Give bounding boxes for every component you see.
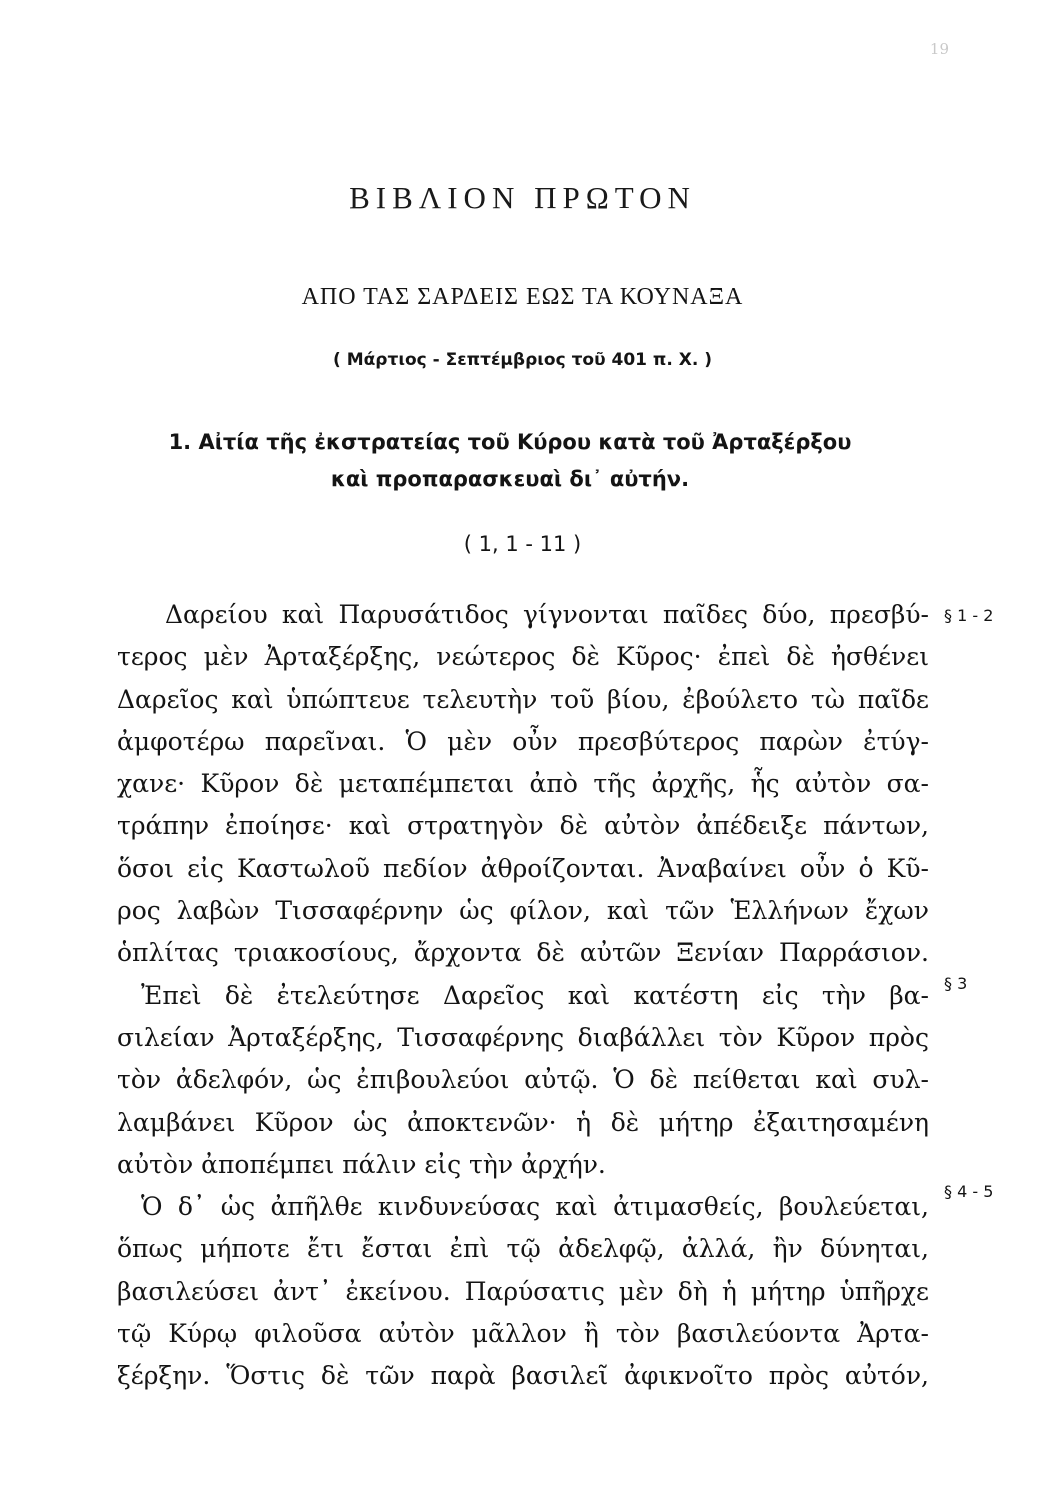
body-line: χανε· Κῦρον δὲ μεταπέμπεται ἀπὸ τῆς ἀρχῆς, ἧς αὐτὸν σα- <box>117 769 929 799</box>
body-line: τῷ Κύρῳ φιλοῦσα αὐτὸν μᾶλλον ἢ τὸν βασιλεύοντα Ἀρτα- <box>117 1319 929 1349</box>
margin-section-ref: § 4 - 5 <box>944 1182 994 1201</box>
book-title: ΒΙΒΛΙΟΝ ΠΡΩΤΟΝ <box>349 180 696 215</box>
body-line: τερος μὲν Ἀρταξέρξης, νεώτερος δὲ Κῦρος· ἐπεὶ δὲ ἠσθένει <box>117 642 929 672</box>
date-range: ( Μάρτιος - Σεπτέμβριος τοῦ 401 π. Χ. ) <box>333 350 712 370</box>
page-number-bleed: 19 <box>929 40 949 58</box>
body-line: Ἐπεὶ δὲ ἐτελεύτησε Δαρεῖος καὶ κατέστη εἰς τὴν βα- <box>141 980 929 1010</box>
body-line: Δαρεῖος καὶ ὑπώπτευε τελευτὴν τοῦ βίου, ἐβούλετο τὼ παῖδε <box>117 684 929 714</box>
body-line: βασιλεύσει ἀντ᾿ ἐκείνου. Παρύσατις μὲν δὴ ἡ μήτηρ ὑπῆρχε <box>117 1276 929 1306</box>
body-text <box>117 594 929 1398</box>
body-line: λαμβάνει Κῦρον ὡς ἀποκτενῶν· ἡ δὲ μήτηρ ἐξαιτησαμένη <box>117 1107 929 1137</box>
book-subtitle: ΑΠΟ ΤΑΣ ΣΑΡΔΕΙΣ ΕΩΣ ΤΑ ΚΟΥΝΑΞΑ <box>301 284 744 310</box>
body-line: ἀμφοτέρω παρεῖναι. Ὁ μὲν οὖν πρεσβύτερος παρὼν ἐτύγ- <box>117 726 929 756</box>
body-line: ξέρξην. Ὅστις δὲ τῶν παρὰ βασιλεῖ ἀφικνοῖτο πρὸς αὐτόν, <box>117 1361 929 1391</box>
body-line: αὐτὸν ἀποπέμπει πάλιν εἰς τὴν ἀρχήν. <box>117 1149 606 1179</box>
body-line: τράπην ἐποίησε· καὶ στρατηγὸν δὲ αὐτὸν ἀπέδειξε πάντων, <box>117 811 929 841</box>
body-line: ὁπλίτας τριακοσίους, ἄρχοντα δὲ αὐτῶν Ξενίαν Παρράσιον. <box>117 938 929 968</box>
chapter-heading-line-2: καὶ προπαρασκευαὶ δι᾿ αὐτήν. <box>330 467 690 491</box>
body-line: ρος λαβὼν Τισσαφέρνην ὡς φίλον, καὶ τῶν Ἑλλήνων ἔχων <box>117 896 929 926</box>
body-line: ὅσοι εἰς Καστωλοῦ πεδίον ἀθροίζονται. Ἀναβαίνει οὖν ὁ Κῦ- <box>117 853 929 883</box>
body-line: ὅπως μήποτε ἔτι ἔσται ἐπὶ τῷ ἀδελφῷ, ἀλλά, ἢν δύνηται, <box>117 1234 929 1264</box>
body-line: Ὁ δ᾿ ὡς ἀπῆλθε κινδυνεύσας καὶ ἀτιμασθείς, βουλεύεται, <box>141 1192 929 1222</box>
chapter-heading-line-1: 1. Αἰτία τῆς ἐκστρατείας τοῦ Κύρου κατὰ τοῦ Ἀρταξέρξου <box>168 430 852 454</box>
margin-section-ref: § 1 - 2 <box>944 606 994 625</box>
body-line: σιλείαν Ἀρταξέρξης, Τισσαφέρνης διαβάλλει τὸν Κῦρον πρὸς <box>117 1022 929 1052</box>
body-line: τὸν ἀδελφόν, ὡς ἐπιβουλεύοι αὐτῷ. Ὁ δὲ πείθεται καὶ συλ- <box>117 1065 929 1095</box>
chapter-reference: ( 1, 1 - 11 ) <box>463 532 582 556</box>
margin-section-ref: § 3 <box>944 974 968 993</box>
chapter-heading <box>110 424 910 498</box>
body-line: Δαρείου καὶ Παρυσάτιδος γίγνονται παῖδες δύο, πρεσβύ- <box>165 600 929 629</box>
